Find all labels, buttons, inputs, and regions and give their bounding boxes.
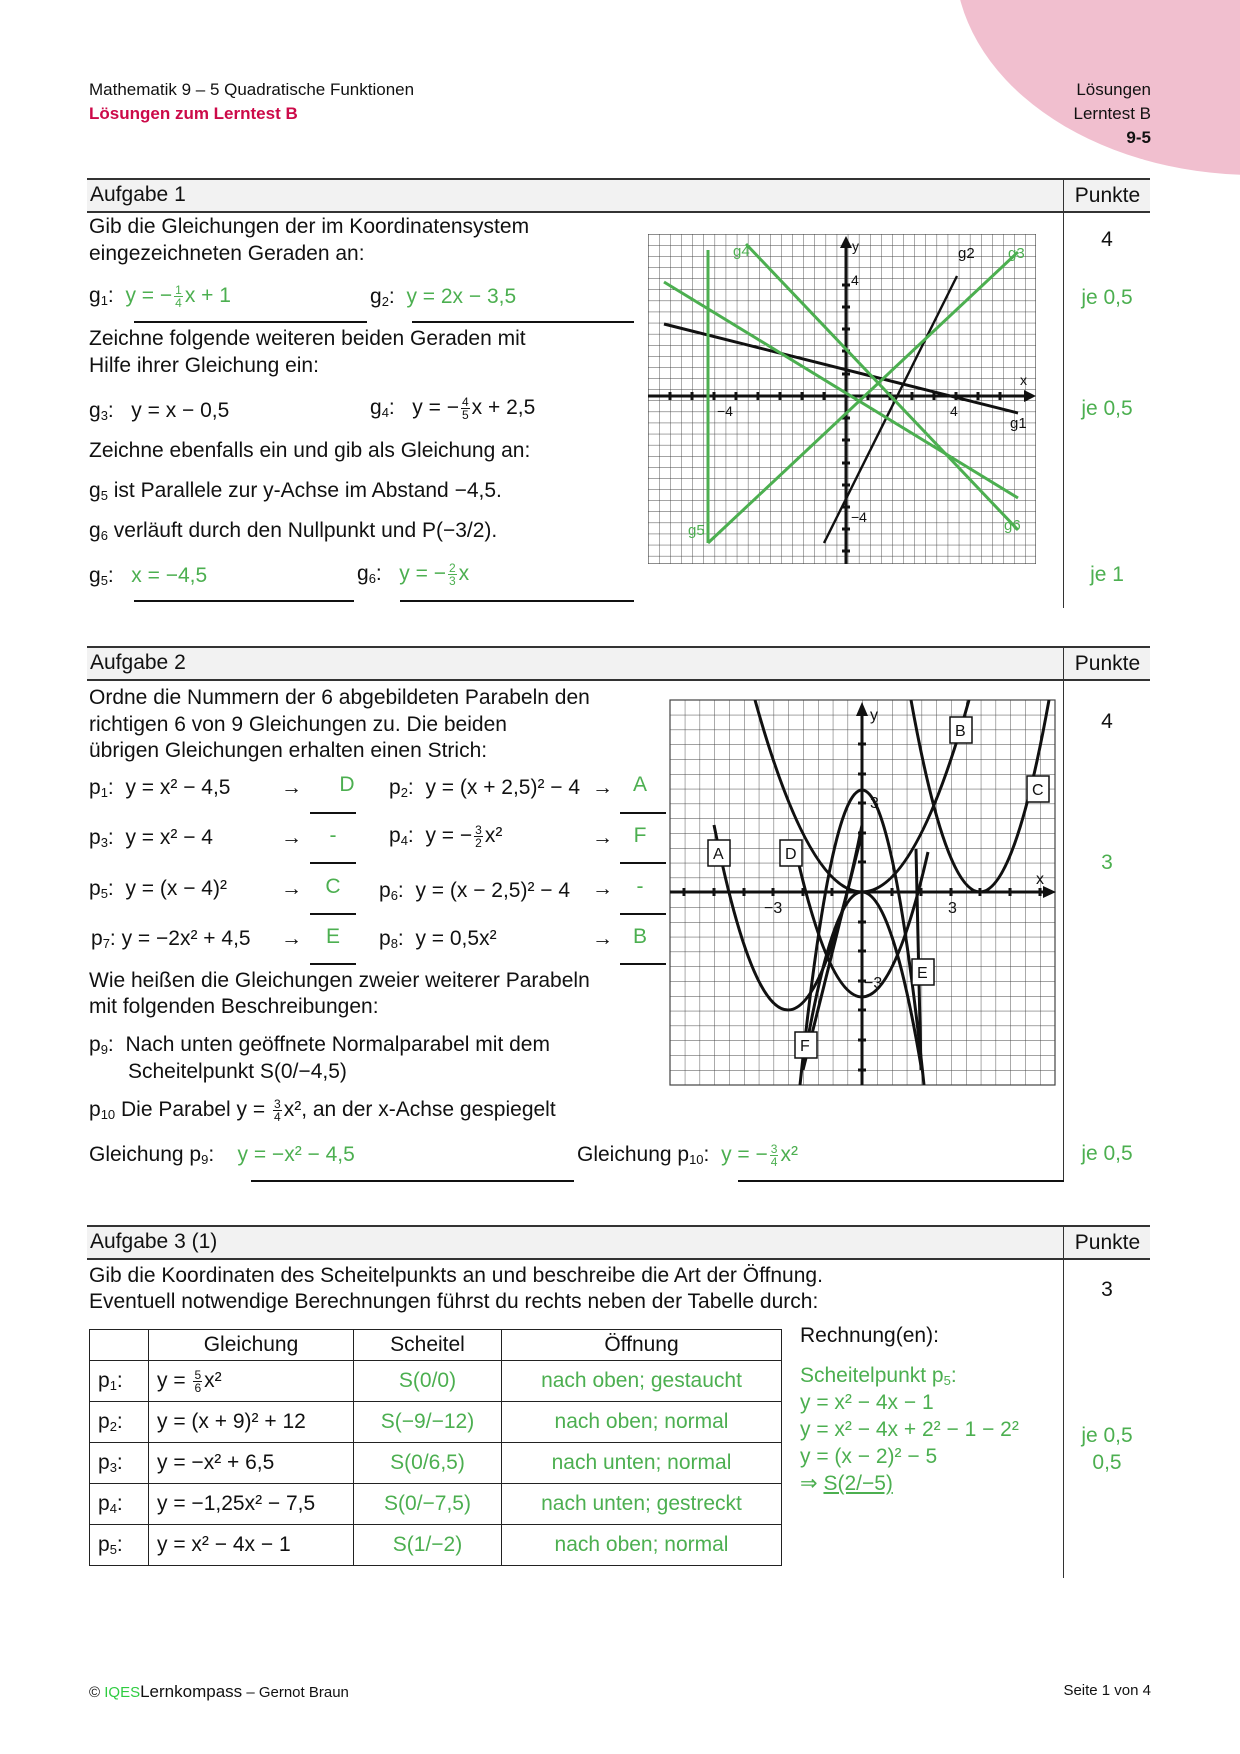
points-divider <box>1063 679 1064 1181</box>
gl-p10-row: Gleichung $p_{10}$: y = − $\frac{3}{4}$ x² <box>577 1141 798 1169</box>
svg-text:F: F <box>800 1038 810 1055</box>
g5-description: $g_5$ ist Parallele zur y-Achse im Abstand −4,5. <box>89 479 502 503</box>
svg-text:4: 4 <box>950 403 958 419</box>
svg-text:A: A <box>713 846 724 863</box>
aufgabe1-intro-1: Gib die Gleichungen der im Koordinatensystem <box>89 215 530 238</box>
svg-text:−3: −3 <box>864 975 883 992</box>
points-divider <box>1063 1258 1064 1578</box>
p1-answer-line <box>310 812 356 814</box>
g6-answer: y = − $\frac{2}{3}$ x <box>399 560 470 588</box>
header-right-line2: Lerntest B <box>1073 104 1151 123</box>
svg-text:x: x <box>1036 871 1044 888</box>
p2-answer-line <box>620 812 666 814</box>
gl-p9-row: Gleichung $p_9$: y = −x² − 4,5 <box>89 1143 355 1167</box>
svg-text:g1: g1 <box>1010 415 1027 432</box>
svg-text:g4: g4 <box>733 243 750 260</box>
g2-row: $g_2$: y = 2x − 3,5 <box>370 285 517 309</box>
p7-equation: $p_7$: y = −2x² + 4,5 <box>91 927 251 951</box>
svg-text:x: x <box>1020 372 1027 388</box>
document-subtitle: Lösungen zum Lerntest B <box>89 104 298 123</box>
table-row: $p_2$: y = (x + 9)² + 12 S(−9/−12) nach oben; normal <box>90 1402 782 1443</box>
rechnung-label: Rechnung(en): <box>800 1324 939 1347</box>
label-box-A <box>708 840 730 866</box>
col-oeffnung: Öffnung <box>502 1330 782 1361</box>
svg-text:y: y <box>870 707 878 724</box>
p9-answer: y = −x² − 4,5 <box>237 1143 355 1166</box>
document-header-right <box>1074 78 1152 150</box>
points-column-header: Punkte <box>1063 180 1151 211</box>
g2-answer-line <box>412 321 634 323</box>
svg-text:g3: g3 <box>1008 245 1025 262</box>
aufgabe3-intro-2: Eventuell notwendige Berechnungen führst du rechts neben der Tabelle durch: <box>89 1290 819 1313</box>
rechnung-line-1: y = x² − 4x − 1 <box>800 1391 934 1414</box>
svg-text:3: 3 <box>948 900 957 917</box>
aufgabe1-points-g1g2: je 0,5 <box>1081 286 1133 309</box>
p3-answer-line <box>310 862 356 864</box>
p6-answer: - <box>636 875 644 898</box>
aufgabe2-points-eq: je 0,5 <box>1081 1142 1133 1165</box>
p9-description-2: Scheitelpunkt S(0/−4,5) <box>128 1060 347 1083</box>
aufgabe2-header <box>87 646 1150 681</box>
g5-answer: x = −4,5 <box>131 564 208 587</box>
p1-answer: D <box>339 773 355 796</box>
svg-text:g2: g2 <box>958 245 975 262</box>
svg-text:−3: −3 <box>764 900 783 917</box>
table-row: $p_3$: y = −x² + 6,5 S(0/6,5) nach unten; normal <box>90 1443 782 1484</box>
col-gleichung: Gleichung <box>149 1330 354 1361</box>
lines-coordinate-system <box>648 234 1036 564</box>
copyright-icon: © <box>89 1684 101 1701</box>
svg-text:g6: g6 <box>1004 517 1021 534</box>
table-row: $p_4$: y = −1,25x² − 7,5 S(0/−7,5) nach unten; gestreckt <box>90 1484 782 1525</box>
brand-lernkompass: Lernkompass <box>140 1682 243 1701</box>
p3-answer: - <box>329 824 337 847</box>
course-title: Mathematik 9 – 5 Quadratische Funktionen <box>89 80 415 99</box>
g5-answer-line <box>134 600 354 602</box>
aufgabe2-title: Aufgabe 2 <box>90 651 186 674</box>
aufgabe3-intro-1: Gib die Koordinaten des Scheitelpunkts an und beschreibe die Art der Öffnung. <box>89 1264 823 1287</box>
rechnung-title: Scheitelpunkt $p_5$: <box>800 1364 957 1388</box>
p10-description: $p_{10}$ Die Parabel y = $\frac{3}{4}$ x², an der x-Achse gespiegelt <box>89 1096 556 1124</box>
g3-equation: y = x − 0,5 <box>131 399 230 422</box>
svg-text:C: C <box>1032 782 1044 799</box>
table-row: $p_1$: y = $\frac{5}{6}$ x² S(0/0) nach oben; gestaucht <box>90 1361 782 1402</box>
g6-row: $g_6$: y = − $\frac{2}{3}$ x <box>357 560 470 588</box>
p9-description: $p_9$: Nach unten geöffnete Normalparabel mit dem <box>89 1033 550 1057</box>
aufgabe2-intro-1: Ordne die Nummern der 6 abgebildeten Parabeln den <box>89 686 590 709</box>
aufgabe2-more-2: mit folgenden Beschreibungen: <box>89 995 379 1018</box>
p3-arrow: → <box>281 826 302 849</box>
svg-text:y: y <box>852 238 859 254</box>
p10-answer: y = − $\frac{3}{4}$ x² <box>721 1141 798 1169</box>
p6-answer-line <box>620 913 666 915</box>
p2-answer: A <box>632 773 647 796</box>
label-box-F <box>795 1032 817 1058</box>
points-column-header: Punkte <box>1063 1227 1151 1258</box>
footer-left <box>89 1682 349 1702</box>
p3-equation: $p_3$: y = x² − 4 <box>89 826 213 850</box>
svg-text:−4: −4 <box>851 509 867 525</box>
p9-answer-line <box>251 1180 574 1182</box>
p5-equation: $p_5$: y = (x − 4)² <box>89 877 227 901</box>
p10-answer-line <box>738 1180 1064 1182</box>
aufgabe1-intro-2: eingezeichneten Geraden an: <box>89 242 365 265</box>
aufgabe3-header <box>87 1225 1150 1260</box>
p4-answer: F <box>633 824 647 847</box>
aufgabe1-points-g3g4: je 0,5 <box>1081 397 1133 420</box>
aufgabe2-points-total: 4 <box>1101 710 1113 733</box>
aufgabe1-title: Aufgabe 1 <box>90 183 186 206</box>
p8-equation: $p_8$: y = 0,5x² <box>379 927 497 951</box>
document-header <box>89 78 414 126</box>
svg-text:E: E <box>917 965 928 982</box>
p5-arrow: → <box>281 877 302 900</box>
p6-arrow: → <box>592 877 613 900</box>
label-box-C <box>1027 776 1049 802</box>
footer-author: – Gernot Braun <box>246 1684 349 1701</box>
aufgabe3-points-extra: 0,5 <box>1092 1451 1122 1474</box>
p4-answer-line <box>620 862 666 864</box>
aufgabe1-points-g5g6: je 1 <box>1090 563 1124 586</box>
aufgabe2-intro-2: richtigen 6 von 9 Gleichungen zu. Die beiden <box>89 713 507 736</box>
p6-equation: $p_6$: y = (x − 2,5)² − 4 <box>379 879 571 903</box>
svg-text:4: 4 <box>851 272 859 288</box>
aufgabe2-more-1: Wie heißen die Gleichungen zweier weiterer Parabeln <box>89 969 590 992</box>
aufgabe3-points-je: je 0,5 <box>1081 1424 1133 1447</box>
header-right-line1: Lösungen <box>1076 80 1151 99</box>
g5-row: $g_5$: x = −4,5 <box>89 564 208 588</box>
points-column-header: Punkte <box>1063 648 1151 679</box>
rechnung-line-2: y = x² − 4x + 2² − 1 − 2² <box>800 1418 1019 1441</box>
g2-answer: y = 2x − 3,5 <box>406 285 517 308</box>
header-code: 9-5 <box>1126 128 1151 147</box>
aufgabe1-draw-1: Zeichne folgende weiteren beiden Geraden mit <box>89 327 526 350</box>
p4-arrow: → <box>592 826 613 849</box>
rechnung-result: ⇒ S(2/−5) <box>800 1472 893 1495</box>
g1-row: $g_1$: y = − $\frac{1}{4}$ x + 1 <box>89 282 231 310</box>
svg-text:D: D <box>785 846 797 863</box>
label-box-E <box>912 959 934 985</box>
aufgabe1-header <box>87 178 1150 213</box>
g4-row: $g_4$: y = − $\frac{4}{5}$ x + 2,5 <box>370 394 536 422</box>
svg-text:B: B <box>955 723 966 740</box>
p8-arrow: → <box>592 927 613 950</box>
page-number: Seite 1 von 4 <box>1063 1682 1151 1699</box>
p5-answer: C <box>325 875 341 898</box>
table-row: $p_5$: y = x² − 4x − 1 S(1/−2) nach oben; normal <box>90 1525 782 1566</box>
p8-answer: B <box>632 925 647 948</box>
p5-answer-line <box>310 913 356 915</box>
g1-answer: y = − $\frac{1}{4}$ x + 1 <box>125 282 231 310</box>
g3-row: $g_3$: y = x − 0,5 <box>89 399 230 423</box>
p1-equation: $p_1$: y = x² − 4,5 <box>89 776 231 800</box>
aufgabe2-points-assign: 3 <box>1101 851 1113 874</box>
svg-text:g5: g5 <box>688 522 705 539</box>
g1-answer-line <box>134 321 367 323</box>
p2-arrow: → <box>592 776 613 799</box>
aufgabe1-draw-2: Hilfe ihrer Gleichung ein: <box>89 354 319 377</box>
p7-arrow: → <box>281 927 302 950</box>
g6-description: $g_6$ verläuft durch den Nullpunkt und P(−3/2). <box>89 519 498 543</box>
p8-answer-line <box>620 963 666 965</box>
p1-arrow: → <box>281 776 302 799</box>
p7-answer-line <box>310 963 356 965</box>
p2-equation: $p_2$: y = (x + 2,5)² − 4 <box>389 776 581 800</box>
aufgabe2-intro-3: übrigen Gleichungen erhalten einen Strich: <box>89 739 488 762</box>
aufgabe3-points-total: 3 <box>1101 1278 1113 1301</box>
aufgabe1-points-total: 4 <box>1101 228 1113 251</box>
brand-iqes: IQES <box>104 1684 141 1701</box>
aufgabe3-title: Aufgabe 3 (1) <box>90 1230 218 1253</box>
label-box-D <box>780 840 802 866</box>
col-scheitel: Scheitel <box>354 1330 502 1361</box>
p4-equation: $p_4$: y = − $\frac{3}{2}$ x² <box>389 822 503 850</box>
g6-answer-line <box>400 600 634 602</box>
svg-text:−4: −4 <box>717 403 733 419</box>
label-box-B <box>950 717 972 743</box>
p7-answer: E <box>325 925 340 948</box>
rechnung-line-3: y = (x − 2)² − 5 <box>800 1445 938 1468</box>
aufgabe1-also-draw: Zeichne ebenfalls ein und gib als Gleichung an: <box>89 439 531 462</box>
svg-text:3: 3 <box>870 795 879 812</box>
scheitel-table <box>89 1329 782 1566</box>
parabola-coordinate-system <box>668 696 1060 1090</box>
